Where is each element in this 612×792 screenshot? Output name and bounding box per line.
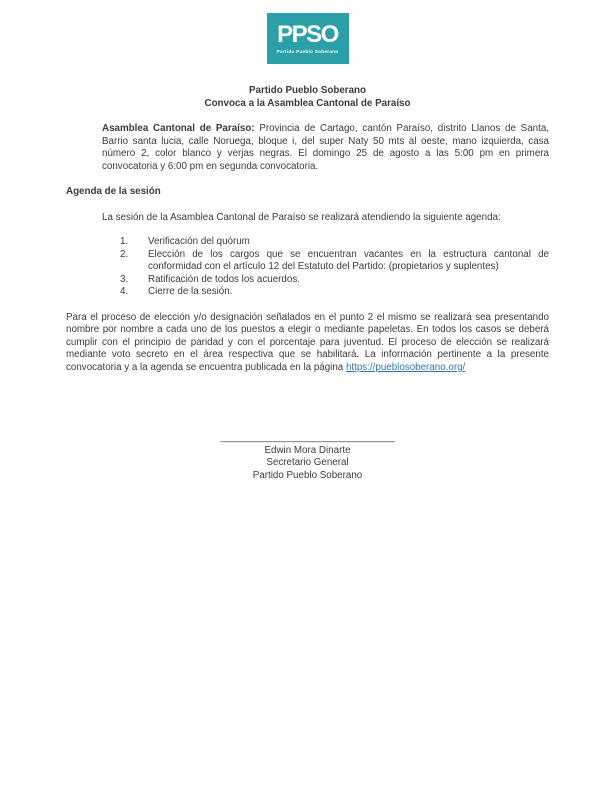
ppso-logo — [267, 13, 349, 64]
agenda-heading: Agenda de la sesión — [66, 186, 161, 197]
venue-text: Provincia de Cartago, cantón Paraíso, distrito Llanos de Santa, Barrio santa lucia, calle Noruega, bloque i, del super Naty 50 mts al oeste, mano izquierda, casa número 2, color blanco y verjas negras. El domingo 25 de agosto a las 5:00 pm en primera convocatoria y 6:00 pm en segunda convocatoria. — [102, 123, 549, 172]
agenda-intro: La sesión de la Asamblea Cantonal de Paraíso se realizará atendiendo la siguiente agenda: — [102, 211, 501, 223]
pueblosoberano-link[interactable]: https://pueblosoberano.org/ — [345, 361, 466, 373]
agenda-item-text: Verificación del quórum — [148, 236, 250, 247]
signer-role: Secretario General — [266, 457, 349, 468]
signer-org: Partido Pueblo Soberano — [252, 469, 363, 481]
document-title — [66, 85, 549, 110]
agenda-item-text: Elección de los cargos que se encuentran vacantes en la estructura cantonal de conformidad con el artículo 12 del Estatuto del Partido: (propietarios y suplentes) — [148, 248, 549, 272]
agenda-item-number: 2. — [120, 248, 129, 260]
ppso-logo-name: Partido Pueblo Soberano — [276, 48, 339, 54]
signer-name: Edwin Mora Dinarte — [264, 444, 351, 456]
title-line-2: Convoca a la Asamblea Cantonal de Paraíso — [204, 97, 411, 109]
agenda-item-number: 1. — [120, 236, 129, 247]
agenda-item-number: 4. — [120, 286, 129, 297]
agenda-item-1 — [120, 236, 549, 249]
venue-lead: Asamblea Cantonal de Paraíso: — [102, 123, 255, 134]
agenda-item-2 — [120, 249, 549, 274]
ppso-logo-acronym: PPSO — [277, 20, 338, 48]
agenda-item-text: Ratificación de todos los acuerdos. — [148, 273, 300, 285]
signature-block — [66, 432, 549, 482]
process-text: Para el proceso de elección y/o designación señalados en el punto 2 el mismo se realizará sea presentando nombre por nombre a cada uno de los puestos a elegir o mediante papeletas. En todos los casos se deberá cumplir con el principio de paridad y con el porcentaje para juventud. El proceso de elección se realizará mediante voto secreto en el área respectiva que se habilitará. La información pertinente a la presente convocatoria y a la agenda se encuentra publicada en la página — [66, 311, 549, 373]
agenda-item-number: 3. — [120, 273, 129, 285]
agenda-item-3 — [120, 274, 549, 287]
agenda-item-text: Cierre de la sesión. — [148, 286, 233, 297]
venue-paragraph — [102, 123, 549, 173]
title-line-1: Partido Pueblo Soberano — [248, 85, 367, 96]
process-paragraph — [66, 312, 549, 375]
agenda-item-4 — [120, 286, 549, 299]
agenda-list — [120, 236, 549, 299]
signature-line: ________________________________ — [220, 432, 395, 443]
